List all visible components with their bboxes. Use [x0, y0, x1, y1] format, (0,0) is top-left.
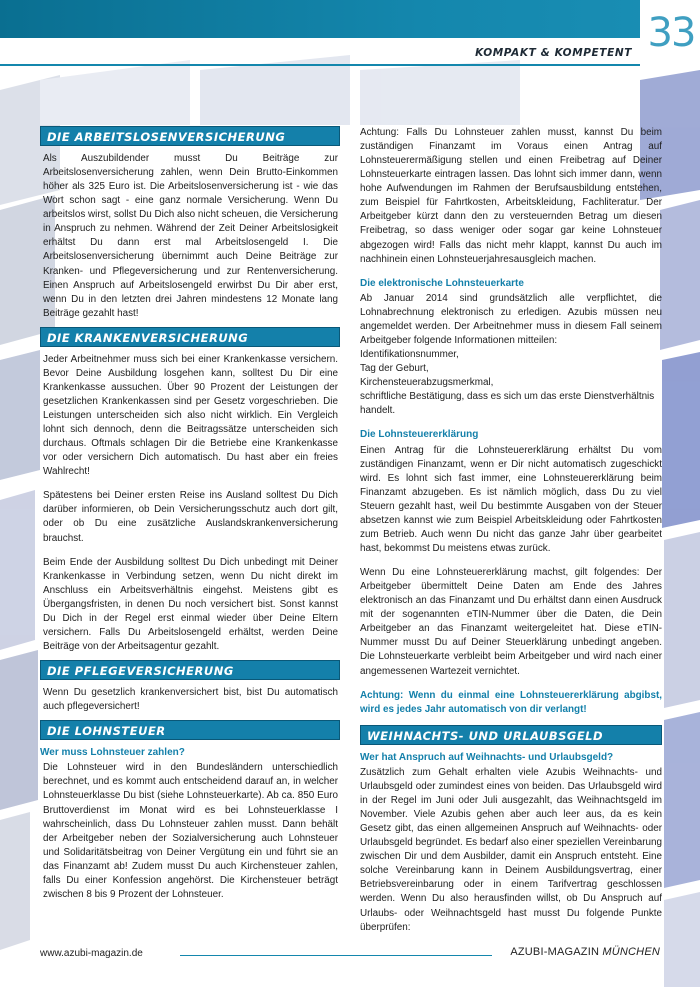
list-item: schriftliche Bestätigung, dass es sich um das erste Dienstverhältnis handelt. [360, 391, 655, 417]
header-rule [0, 64, 640, 66]
left-column [40, 126, 340, 908]
footer-city: MÜNCHEN [602, 946, 660, 958]
section-heading: WEIHNACHTS- UND URLAUBSGELD [360, 725, 662, 745]
subheading: Die elektronische Lohnsteuerkarte [360, 277, 524, 289]
subheading: Wer muss Lohnsteuer zahlen? [40, 747, 185, 759]
section-weihnachts-urlaubsgeld [360, 725, 662, 935]
paragraph: Achtung: Falls Du Lohnsteuer zahlen musst, kannst Du beim zuständigen Finanzamt im Voraus einen Antrag auf Lohnsteuerermäßigung stellen und einen Freibetrag auf Deiner Lohnsteuerkarte eintragen lassen. Das lohnt sich immer dann, wenn hohe Aufwendungen im Rahmen der Berufsausbildung entstehen, zum Beispiel für Fahrtkosten, Arbeitskleidung, Fachliteratur. Der Arbeitgeber kürzt dann den zu versteuernden Betrag um diesen Freibetrag, so dass weniger oder sogar gar keine Lohnsteuer abgezogen wird! Falls das nicht mehr klappt, kannst Du auch im nachhinein einen Lohnsteuerjahresausgleich machen. [360, 127, 662, 265]
section-lohnsteuer [40, 720, 340, 902]
paragraph: Jeder Arbeitnehmer muss sich bei einer Krankenkasse versichern. Bevor Deine Ausbildung losgehen kann, solltest Du Dir eine Krankenkasse aussuchen. Über 90 Prozent der Leistungen der gesetzlichen Krankenkassen sind per Gesetz vorgeschrieben. Die Leistungen unterscheiden sich also nicht wirklich. Ein Vergleich lohnt sich dennoch, denn die Beitragssätze unterscheiden sich durchaus. Oftmals schlagen Dir die Betriebe eine Krankenkasse vor oder versichern Dich automatisch. Du hast aber ein freies Wahlrecht! [43, 353, 338, 478]
block-elektronische-lohnsteuerkarte [360, 277, 662, 419]
paragraph: Als Auszubildender musst Du Beiträge zur Arbeitslosenversicherung zahlen, wenn Dein Brutto-Einkommen höher als 325 Euro ist. Die Arbeitslosenversicherung ist - wie das Wort schon sagt - eine ganz normale Versicherung. Wenn Du arbeitslos wirst, sollst Du Dich also nicht scheuen, die Versicherung in Anspruch zu nehmen. Während der Zeit Deiner Arbeitslosigkeit erhältst Du dann erst mal Arbeitslosengeld I. Die Arbeitslosenversicherung übernimmt auch Deine Beiträge zur Kranken- und Pflegeversicherung und zur Rentenversicherung. Einen Anspruch auf Arbeitslosengeld erwirbst Du Dir aber erst, wenn Du in den letzten drei Jahren mindestens 12 Monate lang Beiträge gezahlt hast! [43, 153, 338, 319]
header-bar [0, 0, 700, 38]
footer-website: www.azubi-magazin.de [40, 948, 143, 959]
section-arbeitslosenversicherung [40, 126, 340, 321]
paragraph: Beim Ende der Ausbildung solltest Du Dich unbedingt mit Deiner Krankenkasse in Verbindung setzen, wenn Du nicht direkt im Anschluss ein Arbeitsverhältnis eingehst. Meistens gibt es Übergangsfristen, in denen Du noch versichert bist. Sonst kannst Du Dich in der Regel erst einmal wieder über Deine Eltern versichern. Falls Du Arbeitslosengeld erhältst, werden Deine Beiträge von der Arbeitsagentur gezahlt. [43, 556, 338, 652]
section-pflegeversicherung [40, 660, 340, 714]
section-heading: DIE KRANKENVERSICHERUNG [40, 327, 340, 347]
subheading: Wer hat Anspruch auf Weihnachts- und Urlaubsgeld? [360, 751, 614, 763]
section-heading: DIE PFLEGEVERSICHERUNG [40, 660, 340, 680]
right-column [360, 126, 662, 941]
paragraph: Wenn Du eine Lohnsteuererklärung machst, gilt folgendes: Der Arbeitgeber übermittelt Deine Daten am Ende des Jahres elektronisch an das Finanzamt und Du erhältst dann einen Ausdruck mit der sogenannten eTIN-Nummer über die Daten, die Dein Arbeitgeber an das Finanzamt weitergeleitet hat. Diese eTIN-Nummer musst Du auf Deiner Steuerklärung unbedingt angeben. Die Lohnsteuerkarte verbleibt beim Arbeitgeber und wird nach einer angemessenen Wartezeit vernichtet. [360, 567, 662, 677]
paragraph: Zusätzlich zum Gehalt erhalten viele Azubis Weihnachts- und Urlaubsgeld oder zumindest eines von beiden. Das Urlaubsgeld wird in der Regel im Juni oder Juli ausgezahlt, das Weihnachtsgeld im November. Viele Azubis gehen aber auch leer aus, da es kein Gesetz gibt, das einen allgemeinen Anspruch auf Weihnachts- oder Urlaubsgeld begründet. Es bedarf also einer speziellen Vereinbarung zwischen Dir und dem Ausbilder, damit ein Anspruch entsteht. Eine solche Vereinbarung kann in Deinem Ausbildungsvertrag, einer Betriebsvereinbarung oder in einem Tarifvertrag geschlossen werden. Wenn Du also herausfinden willst, ob Du Anspruch auf Urlaubs- oder Weihnachtsgeld hast musst Du folgende Punkte überprüfen: [360, 766, 662, 933]
footer-rule [180, 955, 492, 956]
section-krankenversicherung [40, 327, 340, 654]
page-number: 33 [647, 10, 695, 56]
list-item: Identifikationsnummer, [360, 349, 459, 361]
footer-magazine: AZUBI-MAGAZIN [510, 946, 600, 958]
paragraph: Spätestens bei Deiner ersten Reise ins Ausland solltest Du Dich darüber informieren, ob Dein Versicherungsschutz auch dort gilt, oder ob Du eine zusätzliche Auslandskrankenversicherung brauchst. [43, 490, 338, 544]
subheading: Die Lohnsteuererklärung [360, 429, 479, 441]
paragraph: Ab Januar 2014 sind grundsätzlich alle verpflichtet, die Lohnabrechnung elektronisch zu erledigen. Azubis müssen neu angemeldet werden. Der Arbeitnehmer muss in diesem Fall seinem Arbeitgeber folgende Informationen mitteilen: [360, 292, 662, 346]
info-list [360, 348, 662, 418]
footer-magazine-name [510, 946, 660, 958]
highlight-note: Achtung: Wenn du einmal eine Lohnsteuererklärung abgibst, wird es jedes Jahr automatisch von dir verlangt! [360, 689, 662, 715]
block-lohnsteuererklaerung [360, 428, 662, 716]
list-item: Tag der Geburt, [360, 363, 429, 375]
paragraph: Einen Antrag für die Lohnsteuererklärung erhältst Du vom zuständigen Finanzamt, wenn er Dir nicht automatisch zugeschickt wird. Es lohnt sich fast immer, eine Lohnsteuererklärung beim Finanzamt abzugeben. Es ist nämlich möglich, dass Du zu viel Steuern gezahlt hast, weil Du bestimmte Ausgaben von der Steuer absetzen kannst wie zum Beispiel Arbeitskleidung oder Fahrtkosten zum Betrieb. Auch wenn Du nicht das ganze Jahr über gearbeitet hast, bekommst Du meistens etwas zurück. [360, 444, 662, 554]
section-heading: DIE LOHNSTEUER [40, 720, 340, 740]
header-tagline: KOMPAKT & KOMPETENT [475, 47, 632, 59]
list-item: Kirchensteuerabzugsmerkmal, [360, 377, 494, 389]
page-number-box [640, 0, 700, 66]
paragraph: Die Lohnsteuer wird in den Bundesländern unterschiedlich berechnet, und es kommt auch entscheidend darauf an, in welcher Lohnsteuerklasse Du bist (siehe Lohnsteuerkarte). Ab ca. 850 Euro Bruttoverdienst im Monat wird es bei Lohnsteuerklasse I wahrscheinlich, dass Du Lohnsteuer zahlen musst. Dann behält der Arbeitgeber neben der Sozialversicherung auch Lohnsteuer und Solidaritätsbeitrag von Deiner Vergütung ein und führt sie an das Finanzamt ab! Zudem musst Du auch Kirchensteuer zahlen, falls Du einer Konfession angehörst. Die Kirchensteuer beträgt zwischen 8 bis 9 Prozent der Lohnsteuer. [43, 762, 338, 900]
section-heading: DIE ARBEITSLOSENVERSICHERUNG [40, 126, 340, 146]
paragraph: Wenn Du gesetzlich krankenversichert bist, bist Du automatisch auch pflegeversichert! [43, 687, 338, 713]
